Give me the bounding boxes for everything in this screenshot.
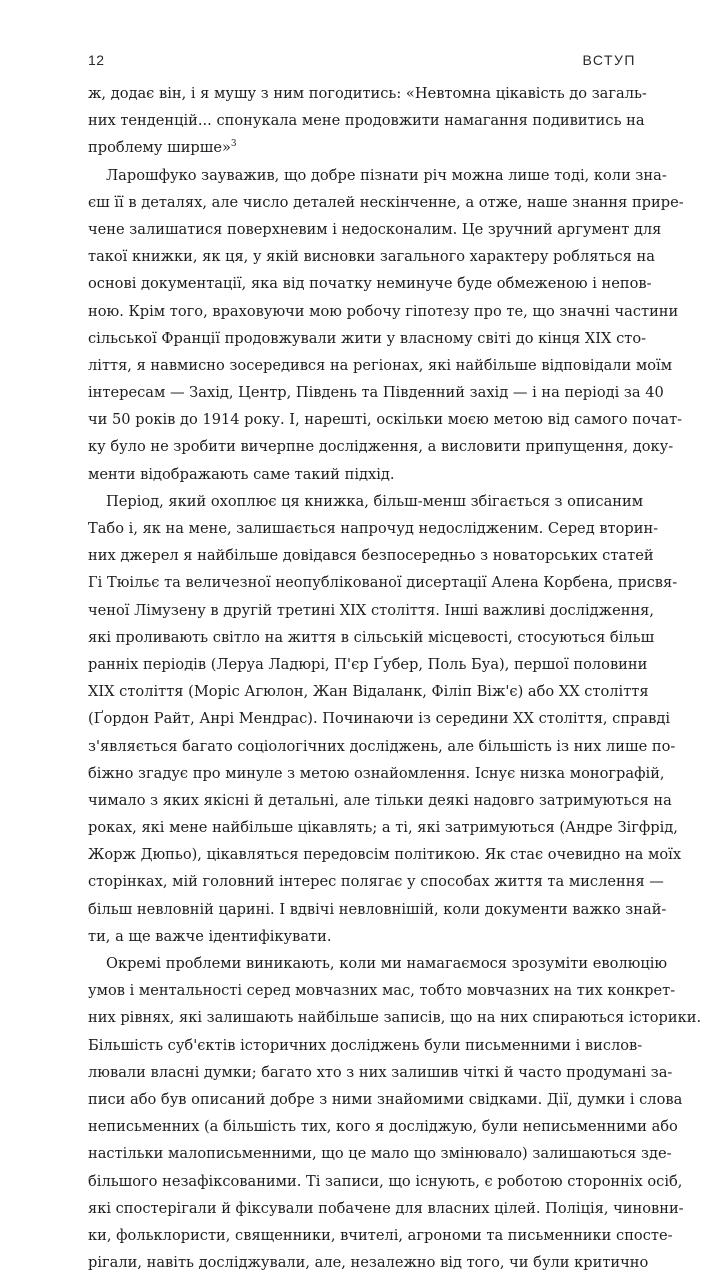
text-line-content: ти, а ще важче ідентифікувати. [88,927,332,945]
text-line-content: більш невловній царині. І вдвічі невловнішій, коли документи важко знай- [88,900,667,918]
text-line-content: проблему ширше» [88,139,231,157]
text-line-content: які проливають світло на життя в сільській місцевості, стосуються більш [88,628,655,646]
text-line-content: чене залишатися поверхневим і недосконалим. Це зручний аргумент для [88,220,662,238]
text-line [88,216,662,243]
text-line [88,515,659,542]
text-line [88,461,636,488]
running-head: ВСТУП [582,52,636,68]
text-line [88,1222,673,1249]
text-line [88,298,679,325]
text-line-content: ж, додає він, і я мушу з ним погодитись: «Невтомна цікавість до загаль- [88,85,647,102]
text-line-content: основі документації, яка від початку неминуче буде обмеженою і непов- [88,275,652,293]
text-line-content: ки, фольклористи, священники, вчителі, агрономи та письменники спосте- [88,1226,673,1244]
text-line-content: Жорж Дюпьо), цікавляться передовсім політикою. Як стає очевидно на моїх [88,846,682,864]
text-line [88,352,673,379]
text-line [88,1004,702,1031]
text-line-content: неписьменних (а більшість тих, кого я досліджую, були неписьменними або [88,1118,678,1136]
text-line-content: Період, який охоплює ця книжка, більш-менш збігається з описаним [106,492,644,510]
text-line [88,433,674,460]
text-line [88,868,664,895]
text-line [88,189,684,216]
text-line [88,733,676,760]
text-line-content: ку було не зробити вичерпне дослідження, а висловити припущення, доку- [88,438,674,456]
text-line [88,814,678,841]
text-line-content: єш її в деталях, але число деталей нескінченне, а отже, наше знання прире- [88,193,684,211]
text-line [88,977,676,1004]
text-line-content: ранніх періодів (Леруа Ладюрі, П'єр Ґубер, Поль Буа), першої половини [88,655,648,673]
text-line-content: Табо і, як на мене, залишається напрочуд недослідженим. Серед вторин- [88,520,659,537]
text-line-content: ліття, я навмисно зосередився на регіонах, які найбільше відповідали моїм [88,356,673,374]
text-line [88,597,655,624]
text-line-content: них джерел я найбільше довідався безпосередньо з новаторських статей [88,547,654,565]
text-line [88,569,678,596]
page-number: 12 [88,52,105,68]
footnote-marker[interactable]: 3 [230,139,237,150]
text-line [88,1059,673,1086]
text-line [88,950,668,977]
text-line [88,624,655,651]
text-line-content: XIX століття (Моріс Агюлон, Жан Відаланк, Філіп Віж'є) або XX століття [88,683,649,701]
text-line-content: біжно згадує про минуле з метою ознайомлення. Існує низка монографій, [88,764,665,782]
text-line-content: Більшість суб'єктів історичних досліджень були письменними і вислов- [88,1036,643,1054]
text-line-content: роках, які мене найбільше цікавлять; а ті, які затримуються (Андре Зігфрід, [88,819,678,837]
text-line-content: них тенденцій... спонукала мене продовжити намагання подивитись на [88,112,645,130]
text-line [88,107,645,134]
text-line [88,243,655,270]
text-line [88,787,672,814]
text-line [88,406,683,433]
text-line-content: які спостерігали й фіксували побачене для власних цілей. Поліція, чиновни- [88,1199,684,1217]
text-line [88,678,649,705]
text-line [88,488,644,515]
text-line-content: рігали, навіть досліджували, але, незалежно від того, чи були критично [88,1254,649,1272]
page-header [88,52,636,72]
text-line-content: настільки малописьменними, що це мало що змінювало) залишаються зде- [88,1145,672,1163]
text-line-content: сторінках, мій головний інтерес полягає у способах життя та мислення — [88,873,664,891]
text-line [88,162,667,189]
text-line [88,542,654,569]
text-line [88,841,682,868]
text-line-content: сільської Франції продовжували жити у власному світі до кінця XIX сто- [88,329,647,347]
text-line [88,270,652,297]
text-line-content: Ларошфуко зауважив, що добре пізнати річ можна лише тоді, коли зна- [106,166,667,184]
text-line-content: ною. Крім того, враховуючи мою робочу гіпотезу про те, що значні частини [88,302,679,320]
text-line [88,651,648,678]
text-line-content: лювали власні думки; багато хто з них залишив чіткі й часто продумані за- [88,1063,673,1081]
text-line [88,1168,683,1195]
text-line-content: умов і ментальності серед мовчазних мас, тобто мовчазних на тих конкрет- [88,982,676,1000]
text-line [88,923,636,950]
text-line-content: (Ґордон Райт, Анрі Мендрас). Починаючи із середини XX століття, справді [88,710,670,728]
text-line-content: писи або був описаний добре з ними знайомими свідками. Дії, думки і слова [88,1090,683,1108]
text-line [88,896,667,923]
text-line-content: більшого незафіксованими. Ті записи, що існують, є роботою сторонніх осіб, [88,1172,683,1190]
text-line [88,1113,678,1140]
text-line [88,1249,649,1276]
text-line-content: Окремі проблеми виникають, коли ми намагаємося зрозуміти еволюцію [106,955,668,972]
text-line [88,1086,683,1113]
text-line [88,134,636,161]
text-line-content: чимало з яких якісні й детальні, але тільки деякі надовго затримуються на [88,791,672,809]
text-line-content: них рівнях, які залишають найбільше записів, що на них спираються історики. [88,1009,702,1027]
text-line [88,705,670,732]
body-text [88,80,702,1276]
text-line [88,80,647,107]
text-line [88,1032,643,1059]
text-line-content: ченої Лімузену в другій третині XIX століття. Інші важливі дослідження, [88,601,655,619]
text-line-content: з'являється багато соціологічних досліджень, але більшість із них лише по- [88,737,676,755]
text-line [88,379,664,406]
text-line-content: інтересам — Захід, Центр, Південь та Південний захід — і на періоді за 40 [88,384,664,402]
text-line-content: Гі Тюільє та величезної неопублікованої дисертації Алена Корбена, присвя- [88,574,678,592]
text-line [88,760,665,787]
text-line [88,325,647,352]
text-line-content: такої книжки, як ця, у якій висновки загального характеру робляться на [88,248,655,266]
text-line-content: чи 50 років до 1914 року. І, нарешті, оскільки моєю метою від самого почат- [88,411,683,429]
text-line-content: менти відображають саме такий підхід. [88,465,395,483]
text-line [88,1195,684,1222]
text-line [88,1140,672,1167]
